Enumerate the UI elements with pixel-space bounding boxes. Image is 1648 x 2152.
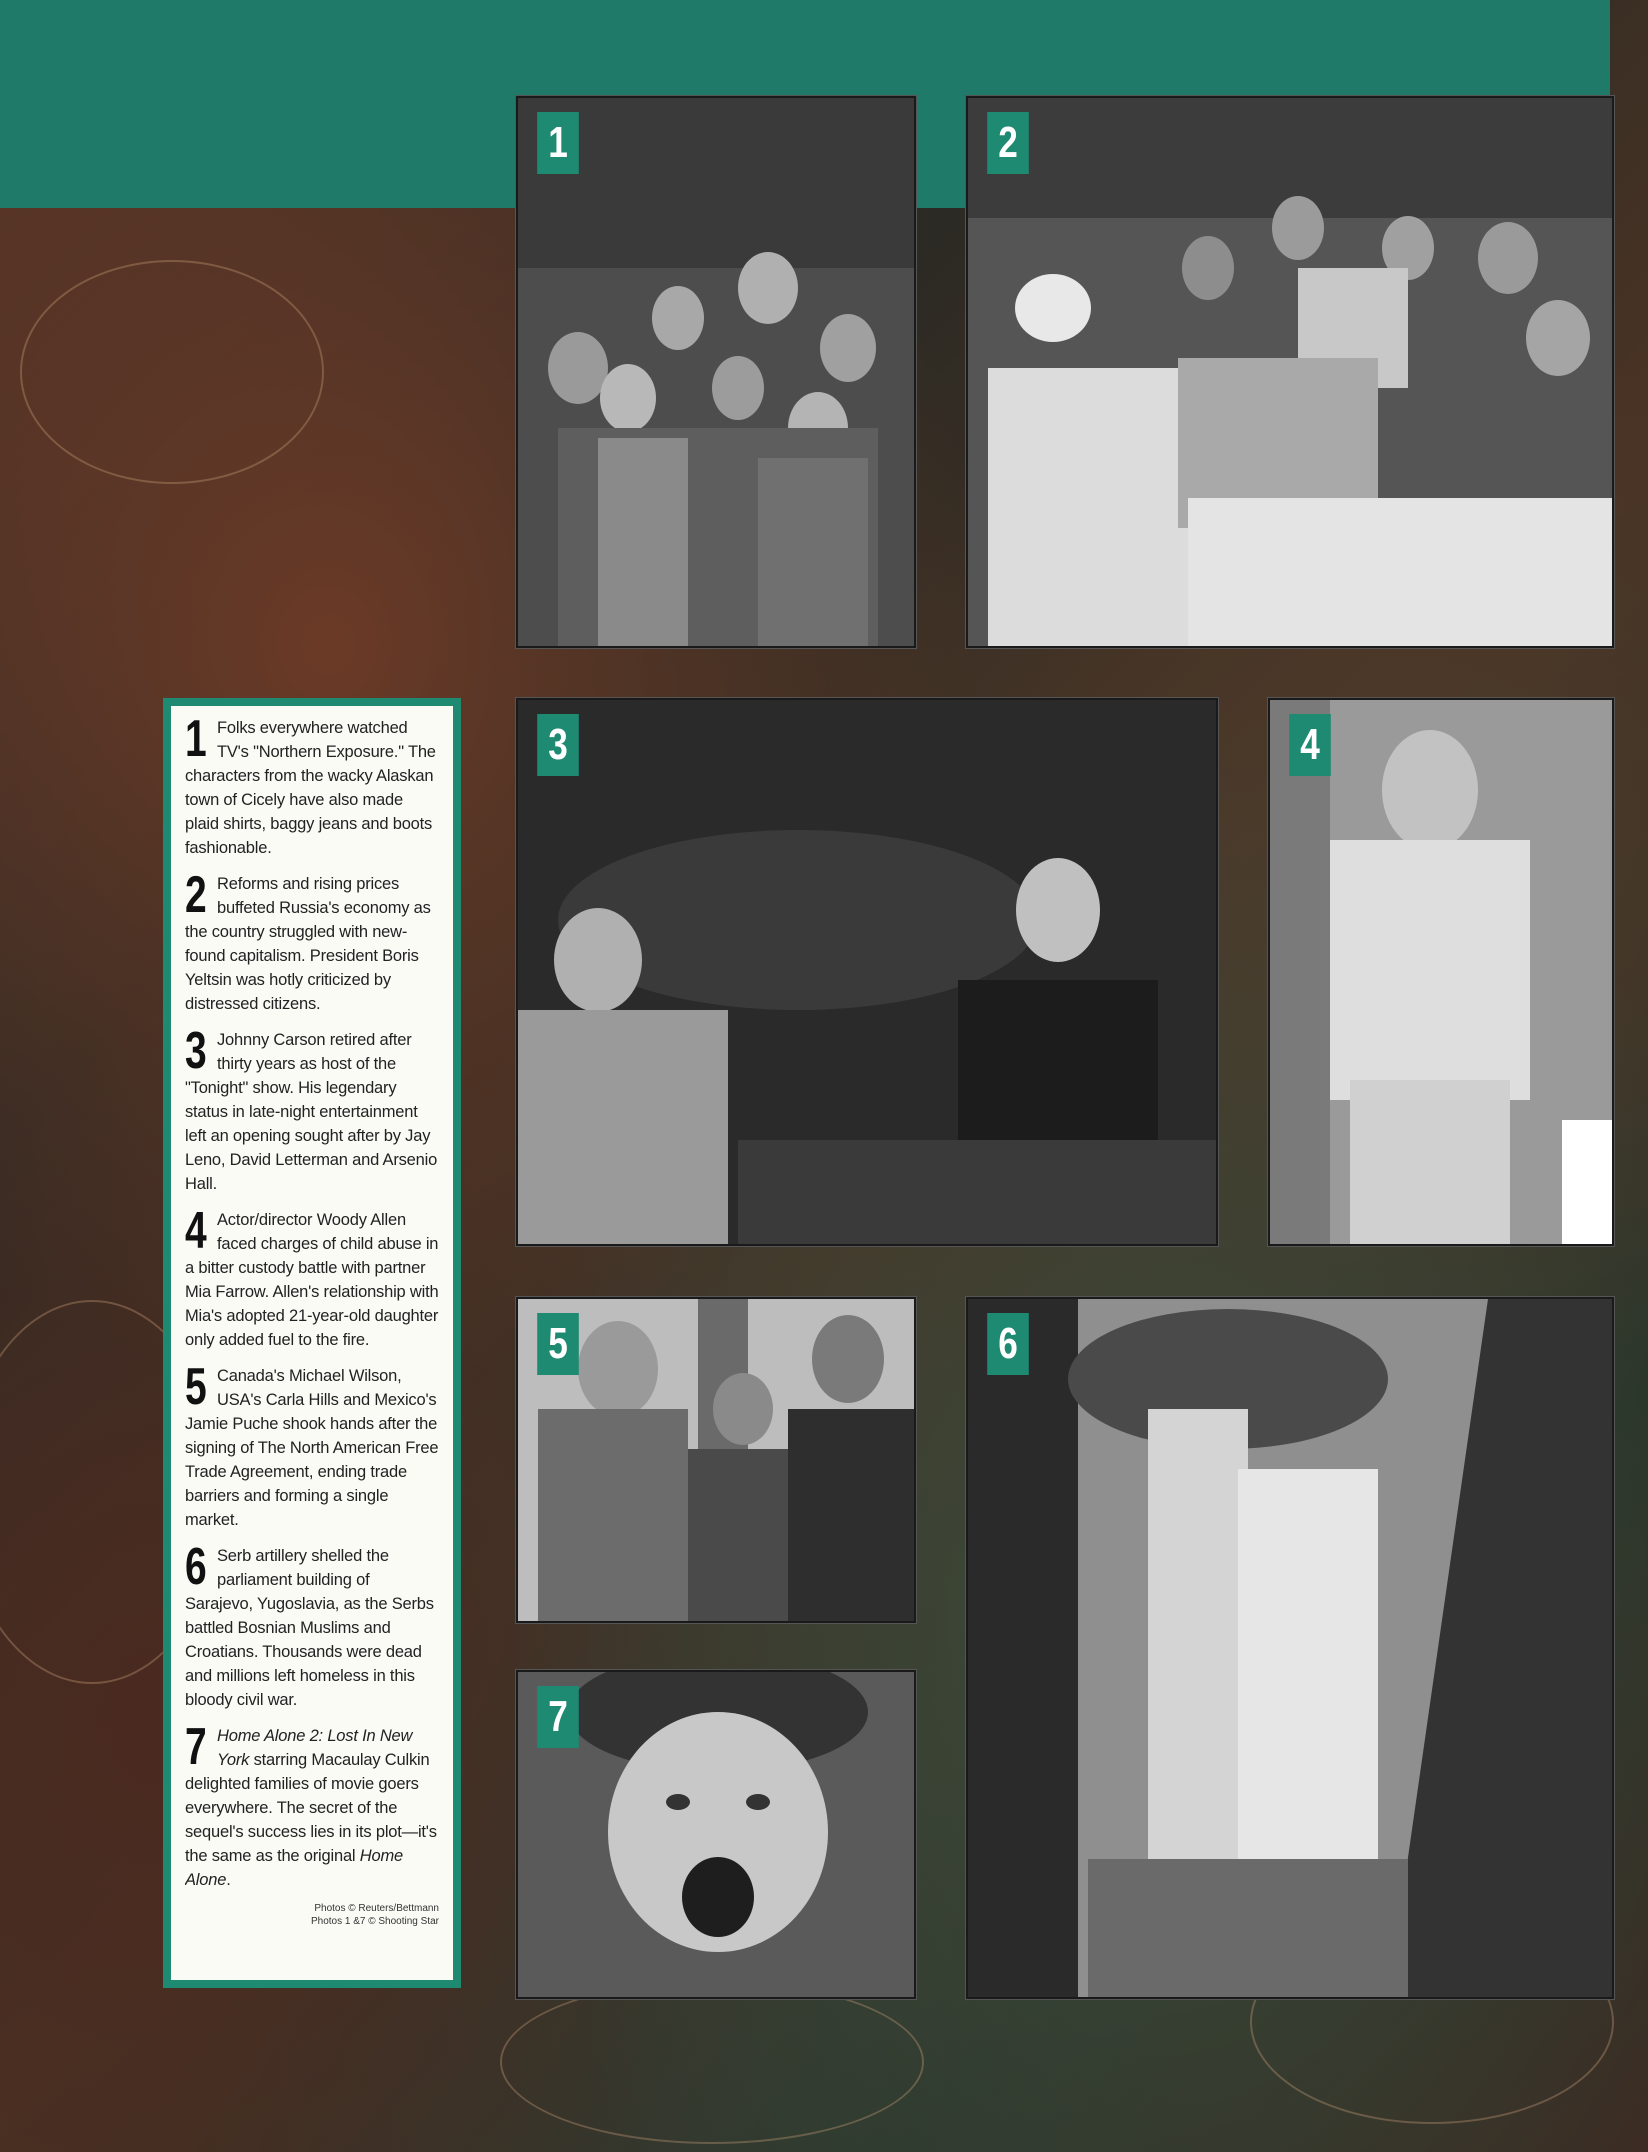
photo-number-badge: 2: [987, 112, 1029, 174]
marble-texture: [20, 260, 324, 484]
photo-number-badge: 1: [537, 112, 579, 174]
caption-item: [185, 716, 439, 860]
caption-number: 5: [185, 1364, 207, 1416]
caption-text: Folks everywhere watched TV's "Northern Exposure." The characters from the wacky Alaskan town of Cicely have also made plaid shirts, baggy jeans and boots fashionable.: [185, 719, 436, 857]
photo-image: [968, 98, 1612, 646]
credit-line: Photos © Reuters/Bettmann: [314, 1903, 439, 1914]
caption-number: 6: [185, 1544, 207, 1596]
photo-nafta-signing: [516, 1297, 916, 1623]
movie-title: Home Alone: [185, 1847, 403, 1889]
caption-number: 3: [185, 1028, 207, 1080]
caption-item: [185, 1364, 439, 1532]
caption-box-inner: [171, 706, 453, 1980]
photo-image: [968, 1299, 1612, 1997]
photo-number-badge: 4: [1289, 714, 1331, 776]
photo-credits: [185, 1902, 439, 1928]
caption-number: 2: [185, 872, 207, 924]
caption-item: [185, 1028, 439, 1196]
photo-home-alone-2: [516, 1670, 916, 1999]
caption-text: Canada's Michael Wilson, USA's Carla Hills and Mexico's Jamie Puche shook hands after the signing of The North American Free Trade Agreement, ending trade barriers and forming a single market.: [185, 1367, 439, 1529]
photo-russian-market: [966, 96, 1614, 648]
credit-line: Photos 1 &7 © Shooting Star: [310, 1916, 439, 1927]
caption-item: [185, 872, 439, 1016]
caption-item: [185, 1208, 439, 1352]
caption-text: [185, 1724, 437, 1889]
caption-text: Actor/director Woody Allen faced charges of child abuse in a bitter custody battle with partner Mia Farrow. Allen's relationship with Mia's adopted 21-year-old daughter only added fuel to the fire.: [185, 1211, 439, 1349]
caption-text-end: .: [226, 1871, 231, 1889]
photo-number-badge: 6: [987, 1313, 1029, 1375]
photo-sarajevo-parliament: [966, 1297, 1614, 1999]
marble-texture: [500, 1980, 924, 2144]
caption-number: 7: [185, 1724, 207, 1776]
caption-number: 1: [185, 716, 207, 768]
photo-number-badge: 7: [537, 1686, 579, 1748]
movie-title: Home Alone 2: Lost In New York: [217, 1727, 413, 1769]
photo-image: [518, 700, 1216, 1244]
caption-box: [163, 698, 461, 1988]
photo-johnny-carson: [516, 698, 1218, 1246]
caption-number: 4: [185, 1208, 207, 1260]
caption-text-body: starring Macaulay Culkin delighted families of movie goers everywhere. The secret of the sequel's success lies in its plot—it's the same as the original: [185, 1751, 437, 1865]
caption-text: Reforms and rising prices buffeted Russia's economy as the country struggled with new-found capitalism. President Boris Yeltsin was hotly criticized by distressed citizens.: [185, 875, 431, 1013]
caption-item: [185, 1724, 439, 1892]
photo-image: [1270, 700, 1612, 1244]
photo-northern-exposure-cast: [516, 96, 916, 648]
photo-image: [518, 98, 914, 646]
photo-number-badge: 3: [537, 714, 579, 776]
caption-item: [185, 1544, 439, 1712]
caption-text: Johnny Carson retired after thirty years as host of the "Tonight" show. His legendary status in late-night entertainment left an opening sought after by Jay Leno, David Letterman and Arsenio Hall.: [185, 1031, 438, 1193]
photo-number-badge: 5: [537, 1313, 579, 1375]
caption-text: Serb artillery shelled the parliament building of Sarajevo, Yugoslavia, as the Serbs battled Bosnian Muslims and Croatians. Thousands were dead and millions left homeless in this bloody civil war.: [185, 1547, 434, 1709]
photo-woody-allen: [1268, 698, 1614, 1246]
